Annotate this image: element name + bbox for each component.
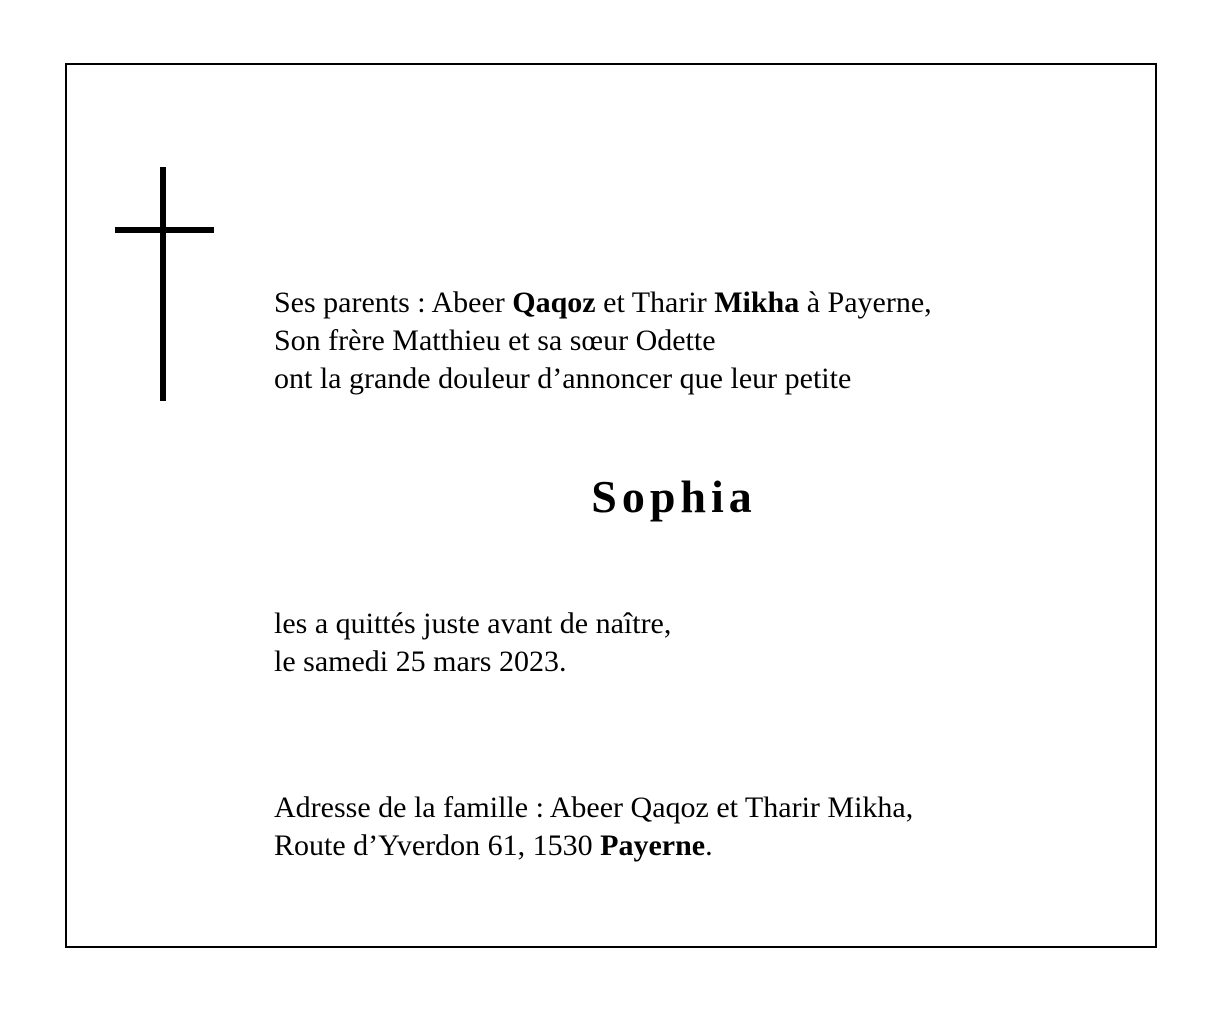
date-line: le samedi 25 mars 2023. (274, 645, 567, 678)
address-street: Route d’Yverdon 61, 1530 (274, 829, 601, 862)
address-line-2 (274, 827, 913, 865)
departure-text (274, 605, 671, 681)
parents-line (274, 284, 932, 322)
parents-suffix: à Payerne, (799, 286, 932, 319)
mother-surname: Qaqoz (512, 286, 596, 319)
announce-line: ont la grande douleur d’annoncer que leur petite (274, 362, 852, 395)
deceased-name: Sophia (591, 471, 757, 522)
departed-line: les a quittés juste avant de naître, (274, 607, 672, 640)
family-address (274, 789, 913, 865)
address-city: Payerne (600, 829, 706, 862)
father-surname: Mikha (714, 286, 800, 319)
address-suffix: . (705, 829, 713, 862)
cross-horizontal-bar (115, 227, 214, 233)
address-line-1: Adresse de la famille : Abeer Qaqoz et Tharir Mikha, (274, 791, 914, 824)
parents-middle: et Tharir (595, 286, 715, 319)
siblings-line: Son frère Matthieu et sa sœur Odette (274, 324, 716, 357)
parents-prefix: Ses parents : Abeer (274, 286, 513, 319)
family-announcement (274, 284, 932, 398)
cross-vertical-bar (160, 167, 166, 401)
